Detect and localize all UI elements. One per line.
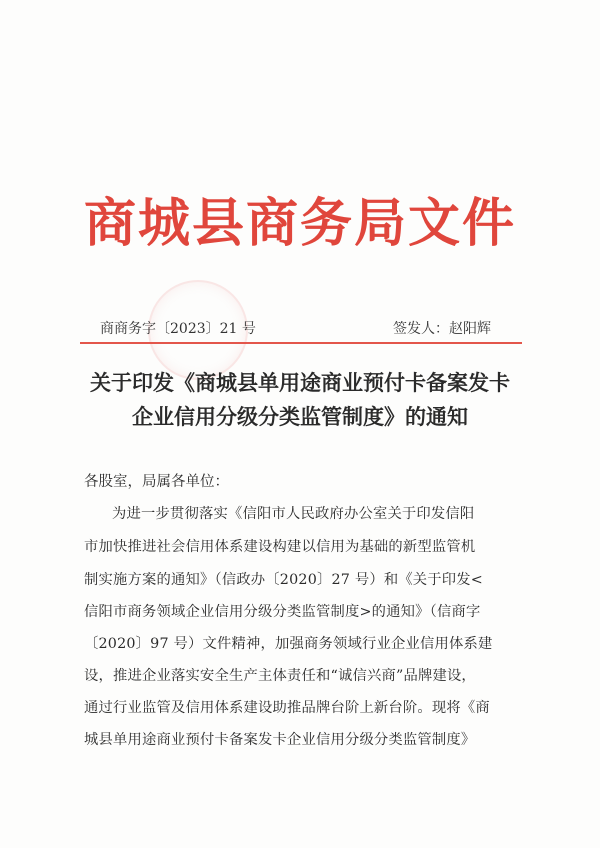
body-line: 市加快推进社会信用体系建设构建以信用为基础的新型监管机 — [84, 539, 476, 555]
document-number: 商商务字〔2023〕21 号 — [100, 321, 256, 337]
salutation: 各股室，局属各单位： — [84, 474, 229, 490]
issuing-authority-header: 商城县商务局文件 — [83, 194, 516, 254]
body-line: 〔2020〕97 号）文件精神，加强商务领域行业企业信用体系建 — [84, 636, 493, 652]
document-title — [0, 366, 600, 434]
document-meta-row — [0, 318, 600, 338]
body-line: 通过行业监管及信用体系建设助推品牌台阶上新台阶。现将《商 — [84, 700, 490, 716]
body-line: 信阳市商务领域企业信用分级分类监管制度>的通知》（信商字 — [84, 604, 481, 620]
signer: 签发人：赵阳辉 — [393, 321, 491, 337]
body-line: 为进一步贯彻落实《信阳市人民政府办公室关于印发信阳 — [112, 506, 475, 522]
red-divider-line — [80, 342, 522, 344]
body-line: 城县单用途商业预付卡备案发卡企业信用分级分类监管制度》 — [84, 732, 476, 748]
title-line-2: 企业信用分级分类监管制度》的通知 — [132, 404, 468, 429]
title-line-1: 关于印发《商城县单用途商业预付卡备案发卡 — [90, 370, 510, 395]
body-line: 设，推进企业落实安全生产主体责任和“诚信兴商”品牌建设， — [84, 668, 476, 684]
body-line: 制实施方案的通知》（信政办〔2020〕27 号）和《关于印发< — [84, 572, 483, 588]
